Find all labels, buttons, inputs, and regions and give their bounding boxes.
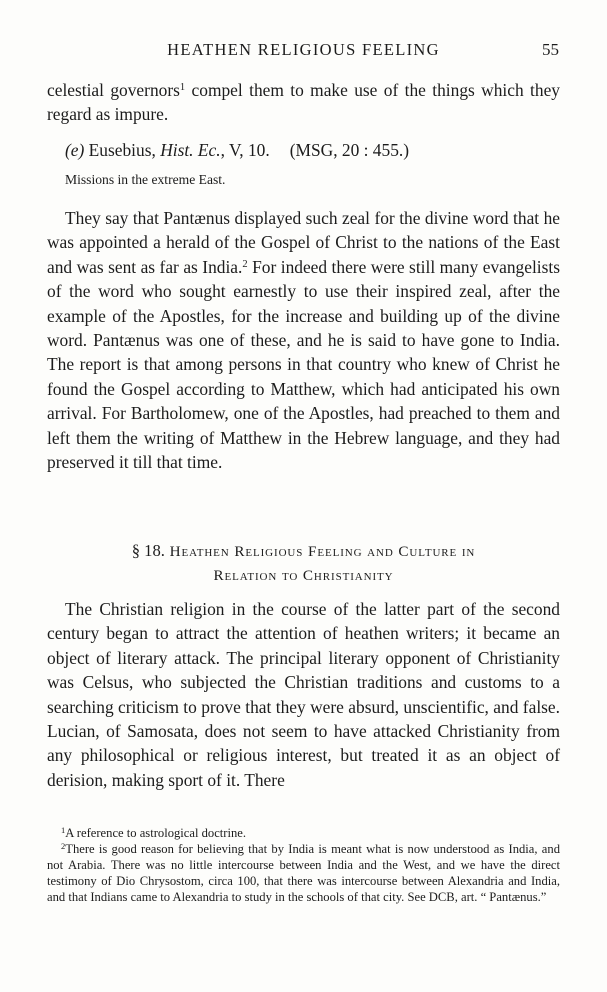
footnote-2	[47, 842, 560, 906]
footnote-1-text: A reference to astrological doctrine.	[65, 826, 247, 840]
footnote-2-mark: 2	[61, 840, 66, 851]
citation-line	[47, 138, 560, 162]
section-symbol: § 18.	[131, 541, 165, 560]
section-title-line-2: Relation to Christianity	[213, 567, 394, 584]
citation-subtitle: Missions in the extreme East.	[65, 172, 226, 187]
footnote-ref-2: 2	[242, 258, 248, 270]
citation-source: (MSG, 20 : 455.)	[289, 140, 410, 160]
continuation-paragraph	[47, 78, 560, 127]
citation-block	[47, 138, 560, 190]
continuation-text-start: celestial governors	[47, 80, 180, 100]
footnote-1-mark: 1	[61, 825, 66, 835]
citation-work: Hist. Ec.	[160, 140, 221, 160]
footnotes	[47, 826, 560, 906]
citation-label: (e)	[65, 140, 85, 160]
footnote-2-text: There is good reason for believing that by India is meant what is now understood as India, and not Arabia. There was no little intercourse between India and the West, and we have the direct testimony of Dio Chrysostom, circa 100, that there was intercourse between Alexandria and India, and that Indians came to Alexandria to study in the schools of that city. See DCB, art. “ Pantænus.”	[47, 841, 560, 904]
running-title: HEATHEN RELIGIOUS FEELING	[167, 40, 440, 59]
section-heading	[47, 539, 560, 588]
section-body	[47, 597, 560, 792]
citation-locator: , V, 10.	[220, 140, 270, 160]
continuation-text-end: compel them to make use of the things which they regard as impure.	[47, 80, 560, 125]
footnote-1	[47, 826, 560, 842]
eusebius-text-end: For indeed there were still many evangelists of the word who sought earnestly to use their inspired zeal, after the example of the Apostles, for the increase and building up of the divine word. Pantænus was one of these, and he is said to have gone to India. The report is that among persons in that country who knew of Christ he found the Gospel according to Matthew, which had anticipated his own arrival. For Bartholomew, one of the Apostles, had preached to them and left them the writing of Matthew in the Hebrew language, and they had preserved it till that time.	[47, 256, 561, 473]
eusebius-paragraph	[47, 206, 560, 474]
page-number: 55	[542, 40, 559, 59]
continuation-block	[47, 78, 560, 127]
section-title-line-1	[47, 539, 560, 564]
eusebius-block	[47, 206, 560, 474]
footnote-ref-1: 1	[179, 82, 186, 93]
eusebius-text-start: They say that Pantænus displayed such zeal for the divine word that he was appointed a herald of the Gospel of Christ to the nations of the East and was sent as far as India.	[47, 208, 560, 277]
section-title-first: Heathen Religious Feeling and Culture in	[169, 543, 476, 560]
running-header	[0, 38, 607, 66]
citation-author: Eusebius,	[88, 140, 156, 160]
section-paragraph: The Christian religion in the course of the latter part of the second century began to attract the attention of heathen writers; it became an object of literary attack. The principal literary opponent of Christianity was Celsus, who subjected the Christian traditions and customs to a searching criticism to prove that they were absurd, unscientific, and false. Lucian, of Samosata, does not seem to have attacked Christianity from any philosophical or religious interest, but treated it as an object of derision, making sport of it. There	[47, 599, 560, 790]
